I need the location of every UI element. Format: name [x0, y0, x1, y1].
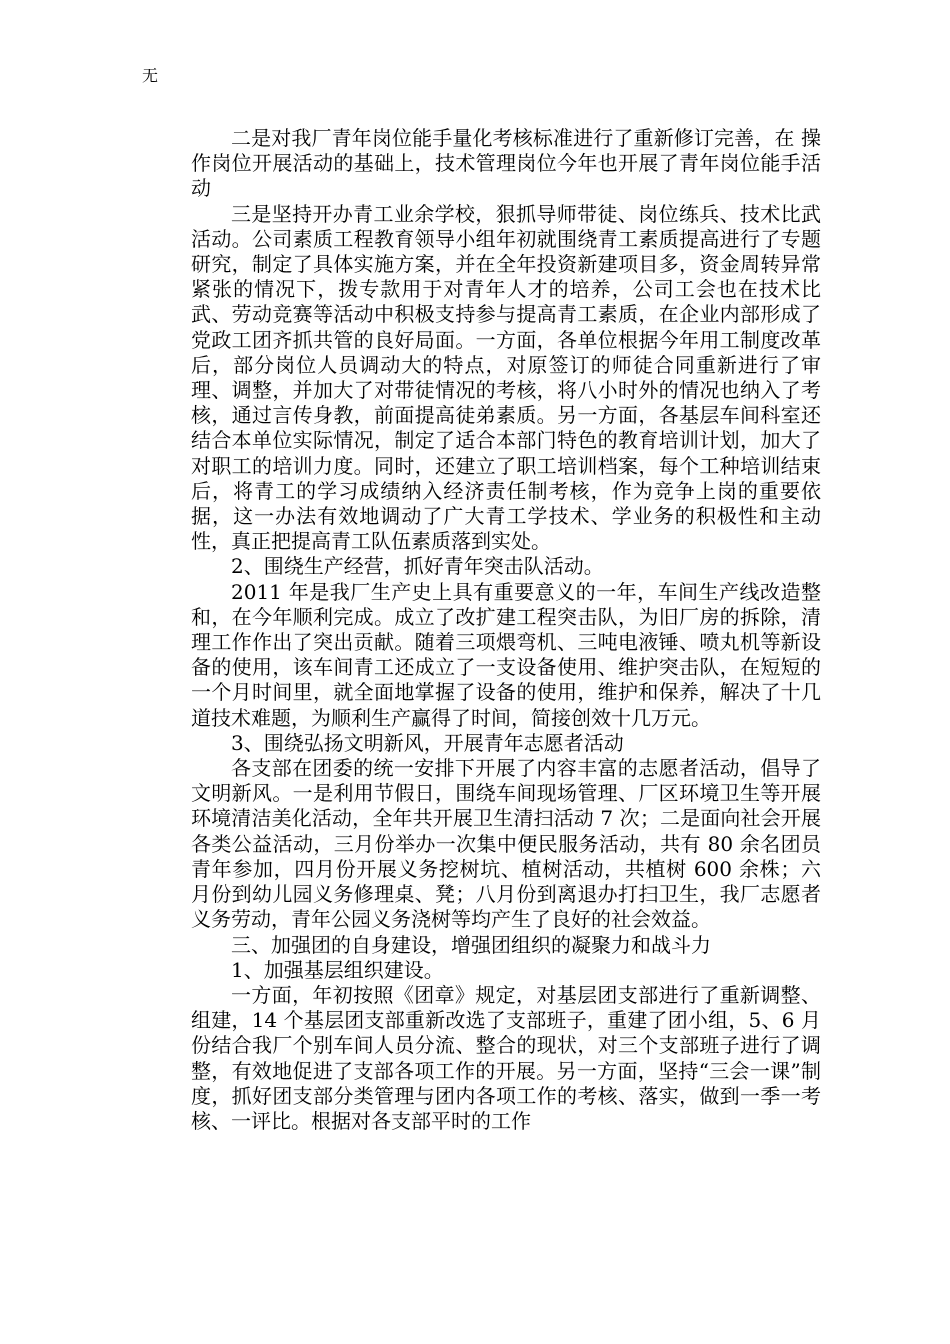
section-heading: 三、加强团的自身建设，增强团组织的凝聚力和战斗力	[231, 932, 711, 957]
header-mark: 无	[142, 66, 159, 85]
document-body	[191, 126, 821, 1134]
paragraph: 二是对我厂青年岗位能手量化考核标准进行了重新修订完善，在 操作岗位开展活动的基础上，技术管理岗位今年也开展了青年岗位能手活动	[191, 126, 821, 201]
section-heading: 2、围绕生产经营，抓好青年突击队活动。	[231, 554, 604, 579]
section-heading: 3、围绕弘扬文明新风，开展青年志愿者活动	[231, 730, 624, 755]
paragraph: 各支部在团委的统一安排下开展了内容丰富的志愿者活动，倡导了文明新风。一是利用节假日，围绕车间现场管理、厂区环境卫生等开展环境清洁美化活动，全年共开展卫生清扫活动 7 次；二是面向社会开展各类公益活动，三月份举办一次集中便民服务活动，共有 80 余名团员青年参加，四月份开展义务挖树坑、植树活动，共植树 600 余株；六月份到幼儿园义务修理桌、凳；八月份到离退办打扫卫生，我厂志愿者义务劳动，青年公园义务浇树等均产生了良好的社会效益。	[191, 756, 821, 932]
paragraph: 一方面，年初按照《团章》规定，对基层团支部进行了重新调整、组建，14 个基层团支部重新改选了支部班子，重建了团小组，5、6 月份结合我厂个别车间人员分流、整合的现状，对三个支部班子进行了调整，有效地促进了支部各项工作的开展。另一方面，坚持“三会一课”制度，抓好团支部分类管理与团内各项工作的考核、落实，做到一季一考核、一评比。根据对各支部平时的工作	[191, 982, 821, 1133]
paragraph: 2011 年是我厂生产史上具有重要意义的一年，车间生产线改造整和，在今年顺利完成。成立了改扩建工程突击队，为旧厂房的拆除，清理工作作出了突出贡献。随着三项煨弯机、三吨电液锤、喷丸机等新设备的使用，该车间青工还成立了一支设备使用、维护突击队，在短短的一个月时间里，就全面地掌握了设备的使用，维护和保养，解决了十几道技术难题，为顺利生产赢得了时间，简接创效十几万元。	[191, 579, 821, 730]
section-heading: 1、加强基层组织建设。	[231, 957, 444, 982]
paragraph: 三是坚持开办青工业余学校，狠抓导师带徒、岗位练兵、技术比武活动。公司素质工程教育领导小组年初就围绕青工素质提高进行了专题研究，制定了具体实施方案，并在全年投资新建项目多，资金周转异常紧张的情况下，拨专款用于对青年人才的培养，公司工会也在技术比武、劳动竞赛等活动中积极支持参与提高青工素质，在企业内部形成了党政工团齐抓共管的良好局面。一方面，各单位根据今年用工制度改革后，部分岗位人员调动大的特点，对原签订的师徒合同重新进行了审理、调整，并加大了对带徒情况的考核，将八小时外的情况也纳入了考核，通过言传身教，前面提高徒弟素质。另一方面，各基层车间科室还结合本单位实际情况，制定了适合本部门特色的教育培训计划，加大了对职工的培训力度。同时，还建立了职工培训档案，每个工种培训结束后，将青工的学习成绩纳入经济责任制考核，作为竞争上岗的重要依据，这一办法有效地调动了广大青工学技术、学业务的积极性和主动性，真正把提高青工队伍素质落到实处。	[191, 201, 821, 554]
